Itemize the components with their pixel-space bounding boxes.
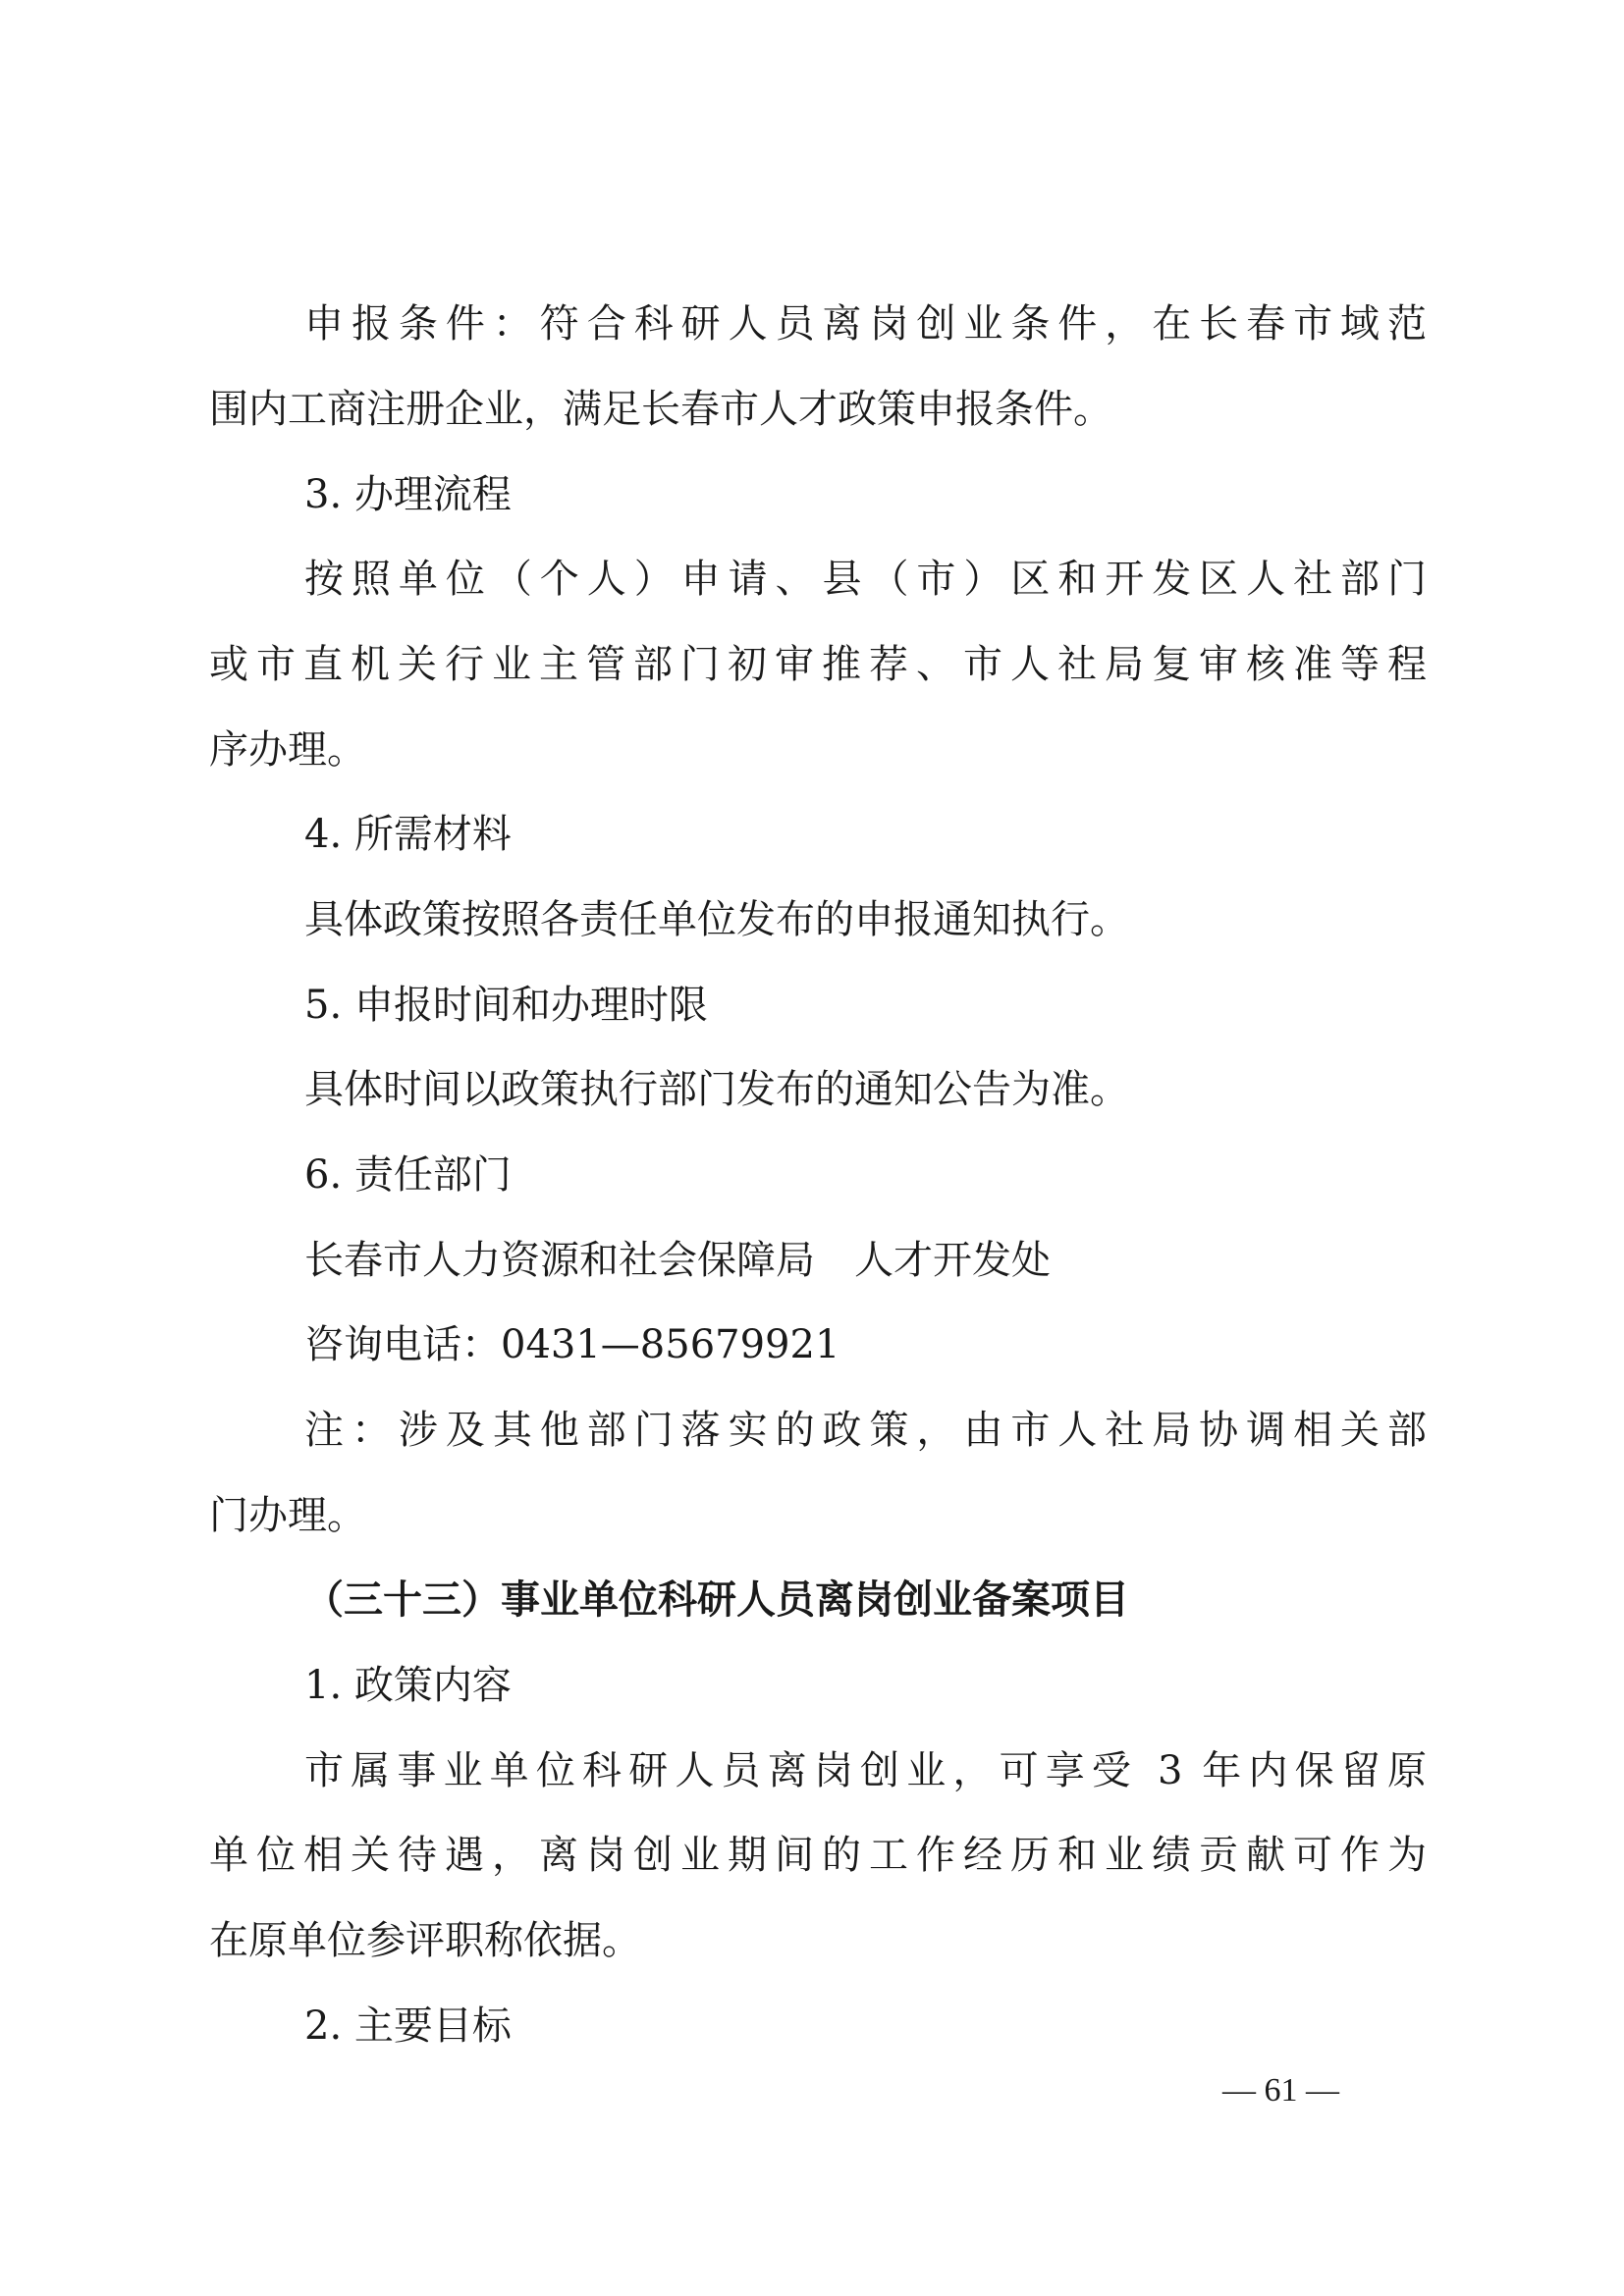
paragraph-line: 序办理。 <box>209 727 366 773</box>
section-heading: 4. 所需材料 <box>304 812 512 857</box>
paragraph-line: 申报条件：符合科研人员离岗创业条件，在长春市域范 <box>304 301 1427 347</box>
paragraph-line: 在原单位参评职称依据。 <box>209 1918 641 1963</box>
page-number: — 61 — <box>1222 2072 1339 2109</box>
paragraph-line: 按照单位（个人）申请、县（市）区和开发区人社部门 <box>304 557 1427 602</box>
paragraph-line: 围内工商注册企业，满足长春市人才政策申报条件。 <box>209 387 1112 432</box>
paragraph-line: 单位相关待遇，离岗创业期间的工作经历和业绩贡献可作为 <box>209 1833 1427 1878</box>
paragraph-line: 长春市人力资源和社会保障局 人才开发处 <box>304 1238 1051 1283</box>
section-heading: 6. 责任部门 <box>304 1152 512 1198</box>
paragraph-line: 具体时间以政策执行部门发布的通知公告为准。 <box>304 1067 1129 1112</box>
section-heading: 2. 主要目标 <box>304 2003 512 2049</box>
paragraph-line: 具体政策按照各责任单位发布的申报通知执行。 <box>304 897 1129 942</box>
note-line: 门办理。 <box>209 1493 366 1538</box>
project-title: （三十三）事业单位科研人员离岗创业备案项目 <box>304 1576 1129 1623</box>
section-heading: 1. 政策内容 <box>304 1663 512 1708</box>
paragraph-line: 或市直机关行业主管部门初审推荐、市人社局复审核准等程 <box>209 642 1427 687</box>
section-heading: 5. 申报时间和办理时限 <box>304 983 708 1028</box>
section-heading: 3. 办理流程 <box>304 472 512 517</box>
paragraph-line: 市属事业单位科研人员离岗创业，可享受 3 年内保留原 <box>304 1748 1427 1793</box>
contact-phone: 咨询电话：0431—85679921 <box>304 1322 840 1367</box>
note-line: 注：涉及其他部门落实的政策，由市人社局协调相关部 <box>304 1408 1427 1453</box>
